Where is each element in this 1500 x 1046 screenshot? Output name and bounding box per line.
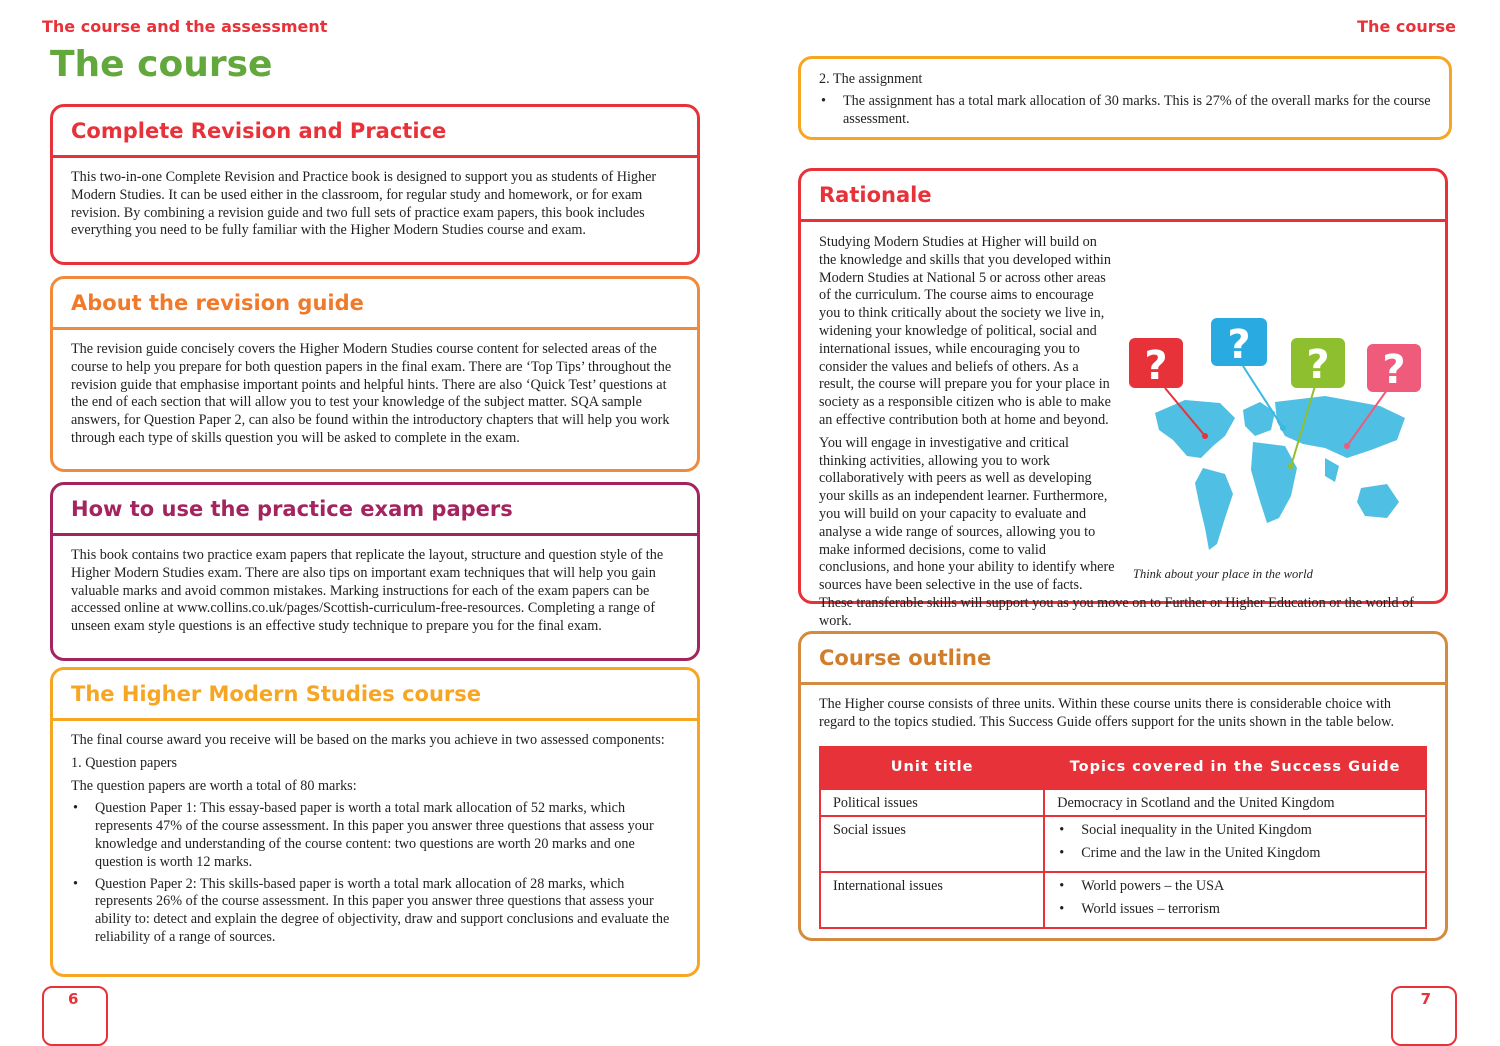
higher-course-box: [50, 667, 700, 977]
list-item: • The assignment has a total mark allocation of 30 marks. This is 27% of the overall marks for the course assessment.: [819, 93, 1431, 129]
rationale-body: [801, 222, 1445, 631]
list-item: • Question Paper 2: This skills-based paper is worth a total mark allocation of 28 marks, which represents 26% of the course assessment. In this paper you answer three questions that assess your ability to: detect and explain the degree of objectivity, draw and support conclusions and evaluate the reliability of a range of sources.: [71, 876, 679, 947]
complete-revision-text: This two-in-one Complete Revision and Practice book is designed to support you as students of Higher Modern Studies. It can be used either in the classroom, for regular study and homework, or for exam revision. By combining a revision guide and two full sets of practice exam papers, this book includes everything you need to be fully familiar with the Higher Modern Studies course and exam.: [71, 169, 657, 239]
assignment-box: [798, 56, 1452, 140]
question-bubble-pink: [1367, 344, 1421, 393]
table-cell-unit: International issues: [820, 872, 1044, 928]
list-item: • World issues – terrorism: [1057, 901, 1413, 919]
table-row: [820, 816, 1426, 872]
table-row: [820, 872, 1426, 928]
revision-guide-heading: About the revision guide: [53, 279, 697, 330]
units-table: [819, 746, 1427, 929]
question-papers-label: 1. Question papers: [71, 754, 177, 771]
table-cell-topic: [1044, 872, 1426, 928]
assignment-body: [801, 59, 1449, 128]
svg-text:?: ?: [1382, 347, 1406, 393]
table-row: [820, 789, 1426, 817]
list-item: • Crime and the law in the United Kingdom: [1057, 845, 1413, 863]
list-item: • Social inequality in the United Kingdom: [1057, 822, 1413, 840]
question-bubble-red: [1129, 338, 1183, 389]
page-title: The course: [50, 44, 273, 85]
world-map-icon: [1125, 318, 1431, 588]
rationale-para-2: You will engage in investigative and critical thinking activities, allowing you to work collaboratively with peers as well as developing your skills as an independent learner. Furthermore, you will build on your capacity to evaluate and analyse a wide range of sources, allowing you to make informed decisions, come to valid conclusions, and hone your ability to identify where sources have been selective in the use of facts. These transferable skills will support you as you move on to Further or Higher Education or the world of work.: [819, 434, 1414, 629]
list-item: • World powers – the USA: [1057, 878, 1413, 896]
course-outline-text: The Higher course consists of three units. Within these course units there is considerable choice with regard to the topics studied. This Success Guide offers support for the units shown in the table below.: [819, 696, 1395, 730]
map-caption: Think about your place in the world: [1133, 567, 1313, 582]
practice-papers-heading: How to use the practice exam papers: [53, 485, 697, 536]
practice-papers-box: [50, 482, 700, 661]
table-cell-unit: Political issues: [820, 789, 1044, 817]
rationale-box: [798, 168, 1448, 629]
question-bubble-green: [1291, 338, 1345, 388]
list-item: • Question Paper 1: This essay-based paper is worth a total mark allocation of 52 marks, which represents 47% of the course assessment. In this paper you answer three questions that assess your knowledge and understanding of the course content: two questions are worth 20 marks and one question is worth 12 marks.: [71, 800, 679, 871]
rationale-para-1: Studying Modern Studies at Higher will build on the knowledge and skills that you developed within Modern Studies at National 5 or across other areas of the curriculum. The course aims to encourage you to think critically about the society we live in, widening your knowledge of political, social and international issues, while encouraging you to consider the values and beliefs of others. As a result, the course will prepare you for your place in society as a responsible citizen who is able to make an effective contribution both at home and beyond.: [819, 234, 1111, 428]
higher-course-body: [53, 721, 697, 947]
course-outline-box: [798, 631, 1448, 941]
complete-revision-box: [50, 104, 700, 265]
higher-course-heading: The Higher Modern Studies course: [53, 670, 697, 721]
question-bubble-blue: [1211, 318, 1267, 368]
running-head-right: The course: [1357, 17, 1456, 36]
page-number-right: 7: [1391, 986, 1457, 1046]
svg-text:?: ?: [1144, 343, 1168, 389]
rationale-heading: Rationale: [801, 171, 1445, 222]
question-papers-text: The question papers are worth a total of 80 marks:: [71, 777, 357, 794]
course-outline-heading: Course outline: [801, 634, 1445, 685]
svg-text:?: ?: [1306, 342, 1330, 388]
table-cell-topic: Democracy in Scotland and the United Kingdom: [1044, 789, 1426, 817]
course-outline-body: [801, 685, 1445, 929]
revision-guide-text: The revision guide concisely covers the Higher Modern Studies course content for selected areas of the course to help you prepare for both question papers in the final exam. There are ‘Top Tips’ throughout the revision guide that emphasise important points and helpful hints. There are also ‘Quick Test’ questions at the end of each section that will allow you to test your knowledge of the subject matter. SQA sample answers, for Question Paper 2, can also be found within the introductory chapters that will help you work through each type of skills question you will be asked to complete in the exam.: [71, 341, 672, 446]
table-cell-unit: Social issues: [820, 816, 1044, 872]
world-map-figure: [1125, 318, 1431, 588]
table-header-topics: Topics covered in the Success Guide: [1044, 747, 1426, 789]
practice-papers-text: This book contains two practice exam papers that replicate the layout, structure and question style of the Higher Modern Studies exam. There are also tips on important exam techniques that will help you gain valuable marks and avoid common mistakes. Marking instructions for each of the exam papers can be accessed online at www.collins.co.uk/pages/Scottish-curriculum-free-resources. Completing a range of unseen exam style questions is an effective study technique to prepare you for the final exam.: [71, 547, 664, 635]
course-intro: The final course award you receive will be based on the marks you achieve in two assessed components:: [71, 732, 665, 748]
svg-text:?: ?: [1227, 322, 1251, 368]
complete-revision-heading: Complete Revision and Practice: [53, 107, 697, 158]
running-head-left: The course and the assessment: [42, 17, 328, 36]
table-cell-topic: [1044, 816, 1426, 872]
revision-guide-box: [50, 276, 700, 472]
assignment-label: 2. The assignment: [819, 71, 923, 87]
table-header-unit: Unit title: [820, 747, 1044, 789]
page-number-left: 6: [42, 986, 108, 1046]
